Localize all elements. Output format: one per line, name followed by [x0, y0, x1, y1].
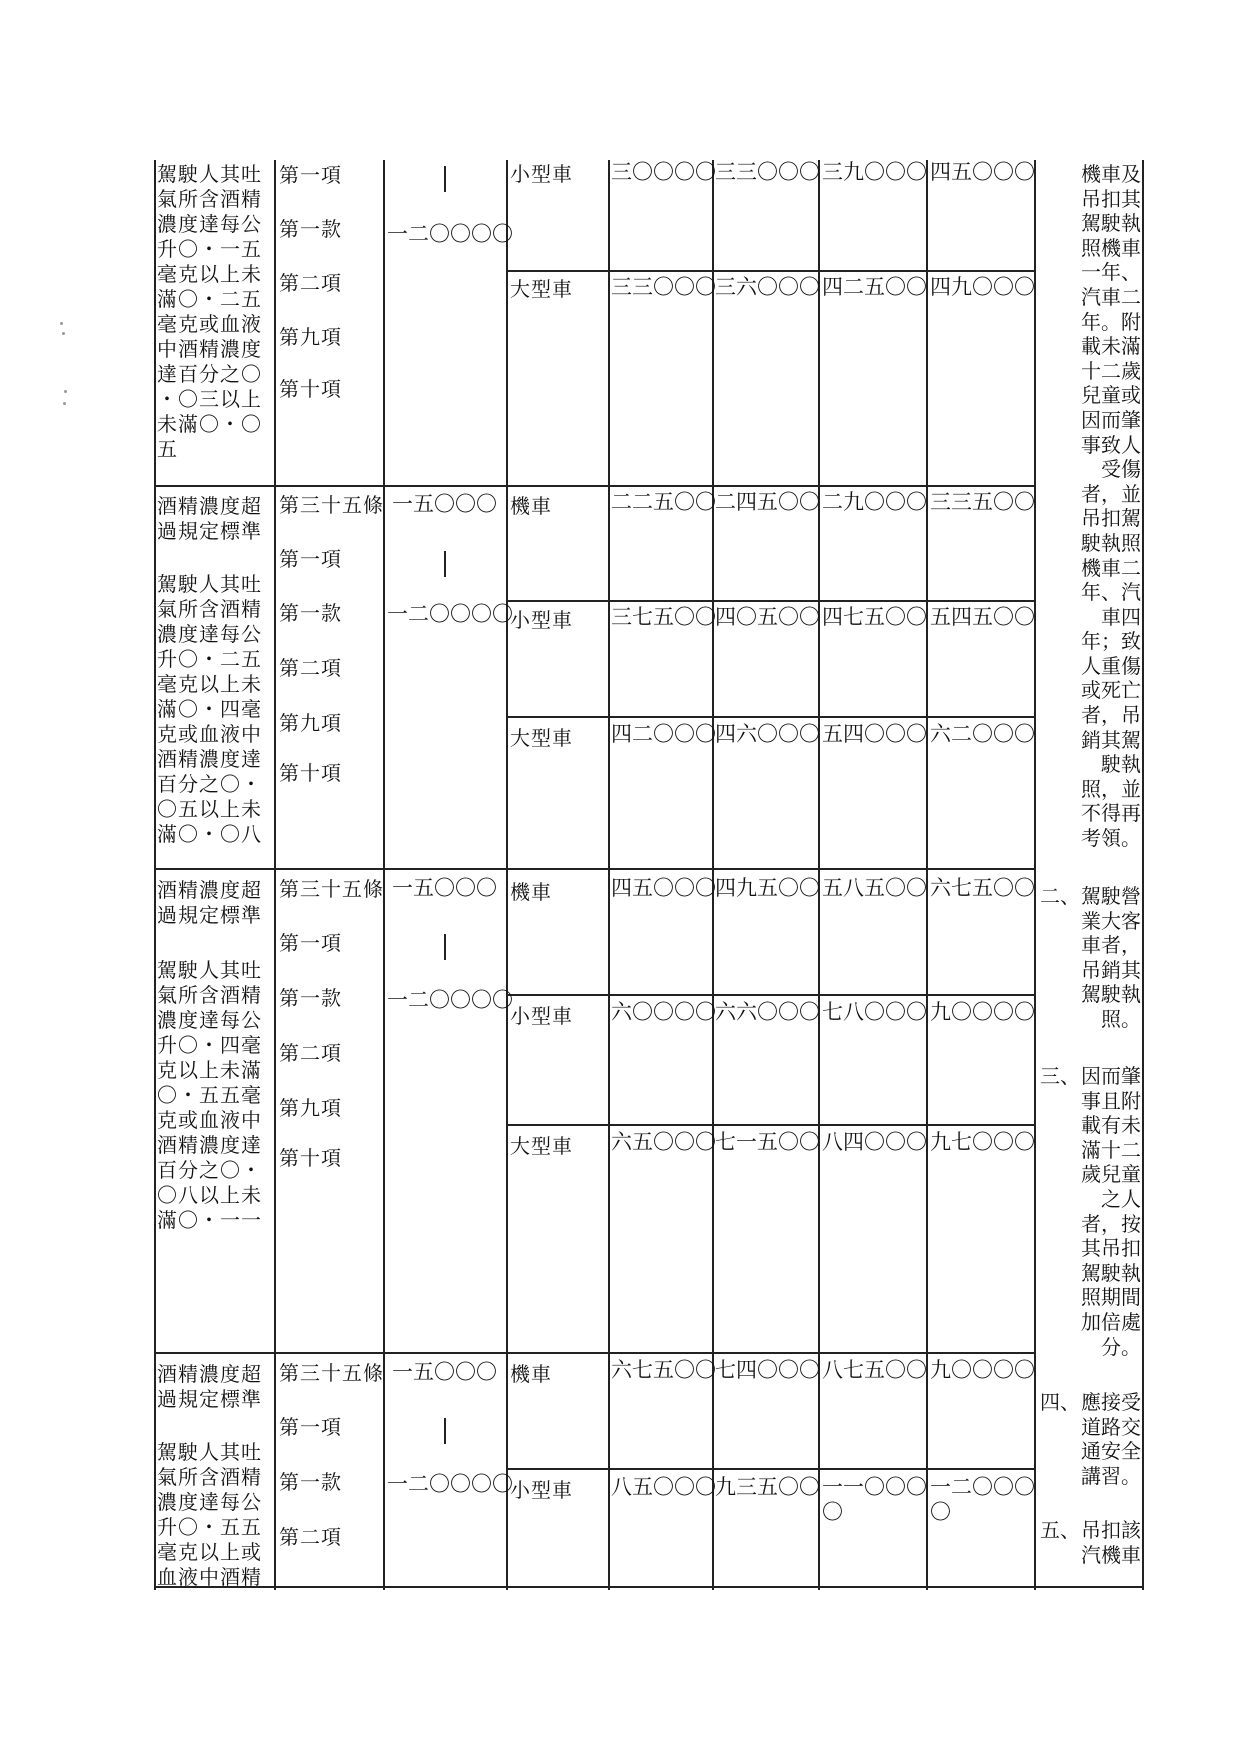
article-item: 第二項 [279, 271, 342, 295]
block-divider [154, 868, 1036, 870]
statutory-fine-min: 一五〇〇〇 [392, 492, 497, 516]
fine-amount: 六〇〇〇〇 [611, 1000, 716, 1024]
row-divider [506, 716, 1036, 718]
fine-amount: 九三五〇〇 [715, 1475, 820, 1499]
fine-amount: 四二〇〇〇 [611, 722, 716, 746]
vehicle-type: 大型車 [510, 726, 573, 750]
article-item: 第一項 [279, 1415, 342, 1439]
article-item: 第十項 [279, 1146, 342, 1170]
fine-amount: 五八五〇〇 [822, 876, 927, 900]
article-item: 第一款 [279, 217, 342, 241]
statutory-fine-max: 一二〇〇〇〇 [387, 222, 513, 246]
fine-amount: 九〇〇〇〇 [930, 1000, 1035, 1024]
article-item: 第九項 [279, 1096, 342, 1120]
violation-description: 駕駛人其吐 氣所含酒精 濃度達每公 升〇・一五 毫克以上未 滿〇・二五 毫克或血液 中酒精濃度 達百分之〇 ・〇三以上 未滿〇・〇 五 [157, 162, 262, 461]
article-item: 第九項 [279, 325, 342, 349]
article-item: 第一款 [279, 1470, 342, 1494]
fine-amount: 八四〇〇〇 [822, 1130, 927, 1154]
vehicle-type: 機車 [510, 494, 552, 518]
note-continued: 機車及 吊扣其 駕駛執 照機車 一年、 汽車二 年。附 載未滿 十二歲 兒童或 因而肇 事致人 受傷 者，並 吊扣駕 駛執照 機車二 年、汽 車四 年；致 人重傷 或死亡 者，吊 銷其駕 駛執 照，並 不得再 考領。 [1081, 162, 1141, 851]
fine-amount: 三七五〇〇 [611, 605, 716, 629]
note-marker: 二、 [1040, 884, 1080, 908]
fine-amount: 六七五〇〇 [930, 876, 1035, 900]
fine-amount: 四九五〇〇 [715, 876, 820, 900]
note-item: 吊扣該 汽機車 [1081, 1518, 1141, 1567]
fine-amount: 三九〇〇〇 [822, 160, 927, 184]
fine-amount: 六六〇〇〇 [715, 1000, 820, 1024]
range-dash [444, 551, 446, 577]
table-border-left [154, 160, 156, 1590]
fine-amount: 三〇〇〇〇 [611, 160, 716, 184]
article-item: 第三十五條 [279, 493, 384, 517]
article-item: 第二項 [279, 656, 342, 680]
fine-amount: 四二五〇〇 [822, 275, 927, 299]
fine-amount: 九〇〇〇〇 [930, 1358, 1035, 1382]
note-item: 應接受 道路交 通安全 講習。 [1081, 1390, 1141, 1488]
row-divider [506, 600, 1036, 602]
fine-amount: 三三〇〇〇 [611, 275, 716, 299]
row-divider [506, 1468, 1036, 1470]
vehicle-type: 機車 [510, 880, 552, 904]
statutory-fine-max: 一二〇〇〇〇 [387, 988, 513, 1012]
violation-title: 酒精濃度超 過規定標準 [157, 1362, 262, 1411]
fine-amount: 四七五〇〇 [822, 605, 927, 629]
fine-amount: 二二五〇〇 [611, 490, 716, 514]
vehicle-type: 大型車 [510, 277, 573, 301]
statutory-fine-max: 一二〇〇〇〇 [387, 1472, 513, 1496]
range-dash [444, 1418, 446, 1444]
vehicle-type: 大型車 [510, 1134, 573, 1158]
article-item: 第二項 [279, 1041, 342, 1065]
row-divider [506, 994, 1036, 996]
fine-amount: 四九〇〇〇 [930, 275, 1035, 299]
article-item: 第十項 [279, 761, 342, 785]
fine-amount: 六七五〇〇 [611, 1358, 716, 1382]
vehicle-type: 小型車 [510, 162, 573, 186]
article-item: 第一項 [279, 547, 342, 571]
statutory-fine-max: 一二〇〇〇〇 [387, 602, 513, 626]
fine-amount: 七一五〇〇 [715, 1130, 820, 1154]
article-item: 第二項 [279, 1525, 342, 1549]
fine-amount: 六五〇〇〇 [611, 1130, 716, 1154]
vehicle-type: 小型車 [510, 608, 573, 632]
vehicle-type: 小型車 [510, 1004, 573, 1028]
fine-amount: 三三〇〇〇 [715, 160, 820, 184]
fine-amount: 四六〇〇〇 [715, 722, 820, 746]
vehicle-type: 機車 [510, 1362, 552, 1386]
block-divider [154, 485, 1036, 487]
fine-amount: 三六〇〇〇 [715, 275, 820, 299]
fine-amount: 四五〇〇〇 [611, 876, 716, 900]
violation-title: 酒精濃度超 過規定標準 [157, 494, 262, 543]
table-border-right [1142, 160, 1144, 1590]
article-item: 第九項 [279, 711, 342, 735]
fine-amount: 五四〇〇〇 [822, 722, 927, 746]
row-divider [506, 270, 1036, 272]
fine-amount: 八七五〇〇 [822, 1358, 927, 1382]
scan-speck [62, 332, 65, 335]
note-item: 因而肇 事且附 載有未 滿十二 歲兒童 之人 者，按 其吊扣 駕駛執 照期間 加倍處 分。 [1081, 1064, 1141, 1359]
scan-speck [64, 390, 67, 393]
table-border-bottom [154, 1586, 1144, 1588]
violation-description: 駕駛人其吐 氣所含酒精 濃度達每公 升〇・四毫 克以上未滿 〇・五五毫 克或血液中 酒精濃度達 百分之〇・ 〇八以上未 滿〇・一一 [157, 958, 262, 1232]
block-divider [154, 1352, 1036, 1354]
violation-description: 駕駛人其吐 氣所含酒精 濃度達每公 升〇・五五 毫克以上或 血液中酒精 [157, 1440, 262, 1589]
article-item: 第一款 [279, 986, 342, 1010]
fine-amount: 七八〇〇〇 [822, 1000, 927, 1024]
statutory-fine-min: 一五〇〇〇 [392, 876, 497, 900]
note-marker: 三、 [1040, 1064, 1080, 1088]
fine-amount: 一一〇〇〇 〇 [822, 1475, 927, 1524]
article-item: 第一項 [279, 163, 342, 187]
fine-amount: 九七〇〇〇 [930, 1130, 1035, 1154]
column-divider [506, 160, 508, 1590]
article-item: 第三十五條 [279, 1361, 384, 1385]
scan-speck [60, 322, 63, 325]
note-marker: 四、 [1040, 1390, 1080, 1414]
article-item: 第三十五條 [279, 877, 384, 901]
statutory-fine-min: 一五〇〇〇 [392, 1360, 497, 1384]
fine-amount: 一二〇〇〇 〇 [930, 1475, 1035, 1524]
article-item: 第一款 [279, 601, 342, 625]
fine-amount: 七四〇〇〇 [715, 1358, 820, 1382]
column-divider [608, 160, 610, 1590]
article-item: 第十項 [279, 377, 342, 401]
note-item: 駕駛營 業大客 車者， 吊銷其 駕駛執 照。 [1081, 884, 1141, 1031]
column-divider [274, 160, 276, 1590]
article-item: 第一項 [279, 931, 342, 955]
violation-title: 酒精濃度超 過規定標準 [157, 878, 262, 927]
fine-amount: 八五〇〇〇 [611, 1475, 716, 1499]
fine-amount: 二四五〇〇 [715, 490, 820, 514]
range-dash [444, 166, 446, 192]
violation-description: 駕駛人其吐 氣所含酒精 濃度達每公 升〇・二五 毫克以上未 滿〇・四毫 克或血液中 酒精濃度達 百分之〇・ 〇五以上未 滿〇・〇八 [157, 572, 262, 846]
fine-amount: 六二〇〇〇 [930, 722, 1035, 746]
fine-amount: 五四五〇〇 [930, 605, 1035, 629]
scan-speck [63, 402, 66, 405]
fine-amount: 四五〇〇〇 [930, 160, 1035, 184]
vehicle-type: 小型車 [510, 1478, 573, 1502]
range-dash [444, 934, 446, 960]
row-divider [506, 1124, 1036, 1126]
fine-amount: 三三五〇〇 [930, 490, 1035, 514]
fine-amount: 二九〇〇〇 [822, 490, 927, 514]
note-marker: 五、 [1040, 1518, 1080, 1542]
fine-amount: 四〇五〇〇 [715, 605, 820, 629]
